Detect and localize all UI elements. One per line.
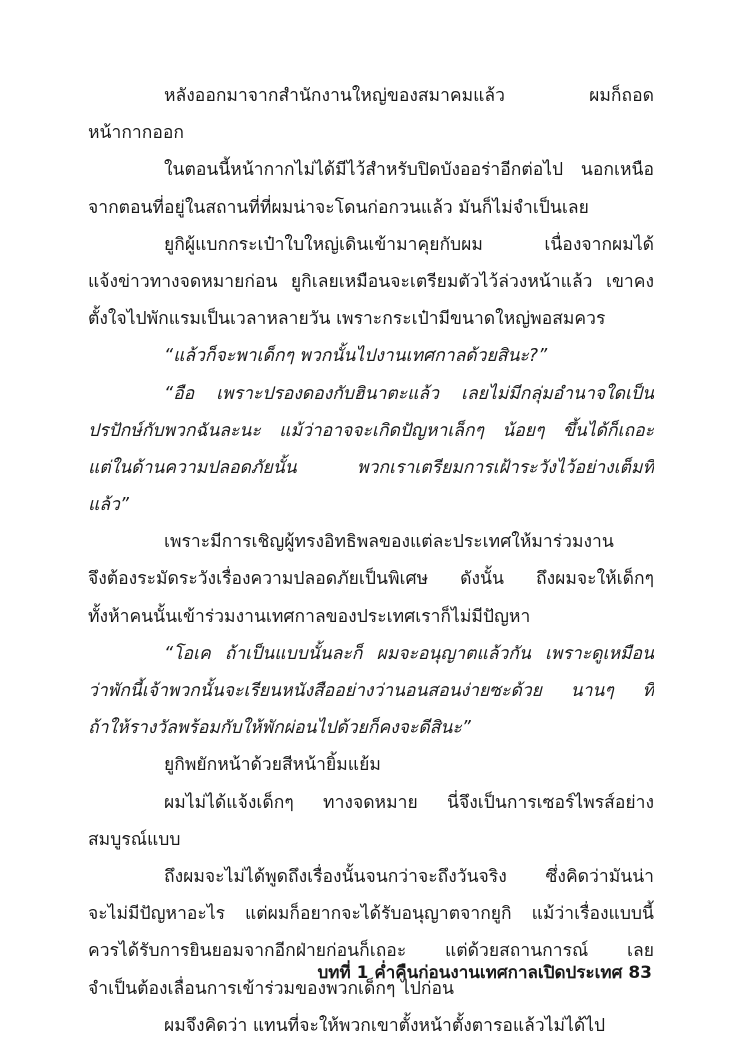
text-line: แล้ว” xyxy=(88,495,129,516)
text-line: จากตอนที่อยู่ในสถานที่ที่ผมน่าจะโดนก่อกวนแล้ว มันก็ไม่จำเป็นเลย xyxy=(88,197,589,218)
text-line: แจ้งข่าวทางจดหมายก่อน ยูกิเลยเหมือนจะเตรียมตัวไว้ล่วงหน้าแล้ว เขาคง xyxy=(88,271,654,292)
text-line: จำเป็นต้องเลื่อนการเข้าร่วมของพวกเด็กๆ ไปก่อน xyxy=(88,978,454,999)
text-line: ถ้าให้รางวัลพร้อมกับให้พักผ่อนไปด้วยก็คงจะดีสินะ” xyxy=(88,718,471,739)
text-line: เพราะมีการเชิญผู้ทรงอิทธิพลของแต่ละประเทศให้มาร่วมงาน xyxy=(164,532,614,553)
text-line: หลังออกมาจากสำนักงานใหญ่ของสมาคมแล้ว ผมก็ถอด xyxy=(164,86,654,106)
text-line: จึงต้องระมัดระวังเรื่องความปลอดภัยเป็นพิเศษ ดังนั้น ถึงผมจะให้เด็กๆ xyxy=(88,569,654,590)
body-text xyxy=(88,78,654,1045)
text-line: ผมจึงคิดว่า แทนที่จะให้พวกเขาตั้งหน้าตั้งตารอแล้วไม่ได้ไป xyxy=(164,1015,606,1036)
text-line: ยูกิพยักหน้าด้วยสีหน้ายิ้มแย้ม xyxy=(164,755,381,776)
text-line: สมบูรณ์แบบ xyxy=(88,829,181,850)
page-footer: บทที่ 1 ค่ำคืนก่อนงานเทศกาลเปิดประเทศ 83 xyxy=(317,963,652,983)
text-line: ทั้งห้าคนนั้นเข้าร่วมงานเทศกาลของประเทศเราก็ไม่มีปัญหา xyxy=(88,606,531,627)
text-line: ตั้งใจไปพักแรมเป็นเวลาหลายวัน เพราะกระเป๋ามีขนาดใหญ่พอสมควร xyxy=(88,309,606,330)
text-line: ในตอนนี้หน้ากากไม่ได้มีไว้สำหรับปิดบังออร่าอีกต่อไป นอกเหนือ xyxy=(164,160,654,181)
text-line: ควรได้รับการยินยอมจากอีกฝ่ายก่อนก็เถอะ แต่ด้วยสถานการณ์ เลย xyxy=(88,941,654,962)
text-line: จะไม่มีปัญหาอะไร แต่ผมก็อยากจะได้รับอนุญาตจากยูกิ แม้ว่าเรื่องแบบนี้ xyxy=(88,904,654,925)
text-line: ผมไม่ได้แจ้งเด็กๆ ทางจดหมาย นี่จึงเป็นการเซอร์ไพรส์อย่าง xyxy=(164,792,654,813)
text-line: ถึงผมจะไม่ได้พูดถึงเรื่องนั้นจนกว่าจะถึงวันจริง ซึ่งคิดว่ามันน่า xyxy=(164,866,654,887)
text-line: “อือ เพราะปรองดองกับฮินาตะแล้ว เลยไม่มีกลุ่มอำนาจใดเป็น xyxy=(164,383,654,404)
text-line: “แล้วก็จะพาเด็กๆ พวกนั้นไปงานเทศกาลด้วยสินะ?” xyxy=(164,346,548,367)
text-line: หน้ากากออก xyxy=(88,123,184,144)
text-line: ปรปักษ์กับพวกฉันละนะ แม้ว่าอาจจะเกิดปัญหาเล็กๆ น้อยๆ ขึ้นได้ก็เถอะ xyxy=(88,420,654,441)
text-line: แต่ในด้านความปลอดภัยนั้น พวกเราเตรียมการเฝ้าระวังไว้อย่างเต็มที่ xyxy=(88,457,654,478)
text-line: “โอเค ถ้าเป็นแบบนั้นละก็ ผมจะอนุญาตแล้วกัน เพราะดูเหมือน xyxy=(164,643,654,664)
text-line: ยูกิผู้แบกกระเป๋าใบใหญ่เดินเข้ามาคุยกับผม เนื่องจากผมได้ xyxy=(164,234,654,255)
text-line: ว่าพักนี้เจ้าพวกนั้นจะเรียนหนังสืออย่างว่านอนสอนง่ายซะด้วย นานๆ ที xyxy=(88,681,654,701)
